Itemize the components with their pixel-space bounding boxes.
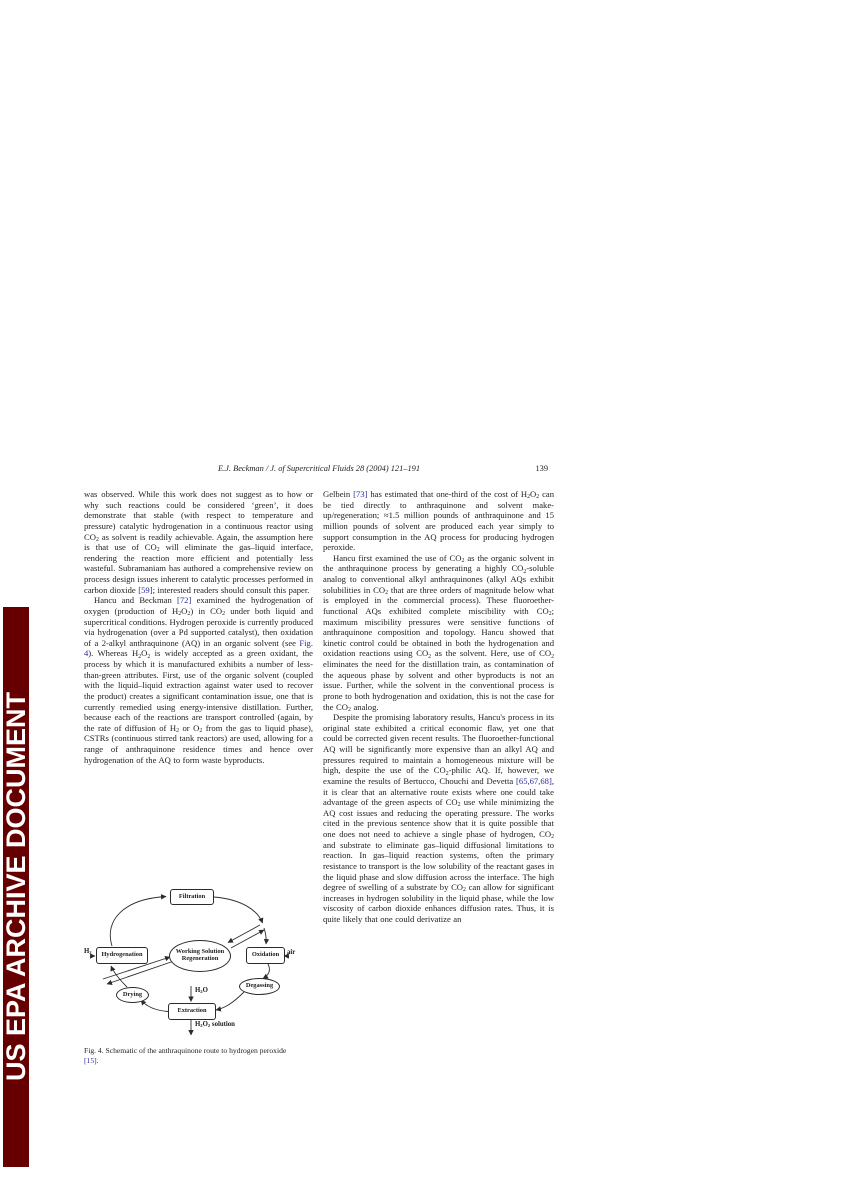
text-run: eliminates the need for the distillation train, as contamination of the aqueous phase by solvent and other byproducts is not an issue. Further, while the solvent in the conventional process is prone to both hydrogenation and oxidation, this is not the case for the CO [323, 659, 554, 712]
text-run: that are three orders of magnitude below what is employed in the commercial process). These fluoroether-functional AQs exhibited complete miscibility with CO [323, 584, 554, 616]
subscript: 2 [385, 589, 388, 596]
node-degassing: Degassing [239, 978, 280, 995]
subscript: 2 [548, 611, 552, 618]
subscript: 2 [536, 494, 540, 501]
subscript: 2 [138, 653, 142, 660]
left-column [84, 489, 313, 765]
paragraph [84, 595, 313, 765]
citation-link[interactable]: [59] [138, 584, 153, 595]
citation-link[interactable]: [73] [353, 489, 368, 499]
subscript: 2 [445, 770, 449, 777]
subscript: 2 [200, 989, 203, 995]
subscript: 2 [523, 568, 527, 575]
subscript: 2 [95, 536, 99, 543]
text-run: O [141, 648, 148, 659]
text-run: ; interested readers should consult this paper. [152, 584, 310, 595]
text-run: analog. [350, 701, 379, 712]
text-run: O [202, 1021, 208, 1028]
text-run: solution [210, 1021, 235, 1028]
text-run: use while minimizing the AQ cost issues and reducing the operating pressure. The works cited in the previous sentence show that it is quite possible that one does not need to achieve a single phase of hydrogen, CO [323, 797, 554, 839]
subscript: 2 [551, 834, 554, 841]
subscript: 2 [207, 1023, 211, 1029]
epa-archive-banner [0, 607, 31, 1167]
citation-link[interactable]: [65,67,68] [516, 775, 552, 786]
subscript: 2 [463, 887, 466, 894]
subscript: 2 [348, 706, 351, 713]
subscript: 2 [222, 611, 226, 618]
label-h2o2-solution-output [195, 1021, 235, 1028]
text-run: ; maximum miscibility pressures were sensitive functions of anthraquinone composition and topology. Hancu showed that kinetic control could be obtained in both the hydrogenation and oxidation reactions using CO [323, 605, 554, 659]
figure-4 [84, 882, 316, 1042]
text-run: ). Whereas H [88, 648, 139, 659]
text-run: Hancu and Beckman [94, 595, 178, 606]
text-run: Despite the promising laboratory results, Hancu's process in its original state exhibited a critical economic flaw, yet one that could be corrected given recent results. The fluoroether-functional AQ will be significantly more expensive than an alkyl AQ and pressures required to maintain a homogeneous mixture will be high, despite the use of the CO [323, 712, 554, 776]
text-run: as the organic solvent in the anthraquinone process by generating a highly CO [323, 552, 554, 574]
text-run: . [96, 1056, 99, 1066]
text-run: Gelbein [323, 489, 354, 499]
text-run: was observed. While this work does not suggest as to how or why such reactions could be considered ‘green’, it does demonstrate that stable (with respect to temperature and pressure) catalytic hydrogenation in a continuous reactor using CO [84, 489, 313, 542]
text-run: Hancu first examined the use of CO [333, 552, 462, 563]
node-drying: Drying [116, 987, 149, 1003]
text-run: and substrate to eliminate gas–liquid diffusional limitations to reaction. In gas–liquid reaction systems, often the primary resistance to transport is the low solubility of the reactant gases in the liquid phase and slow diffusion across the interface. The high degree of swelling of a substrate by CO [323, 839, 554, 893]
figure-4-caption [84, 1046, 322, 1067]
text-run: can allow for significant increases in hydrogen solubility in the liquid phase, while the low viscosity of carbon dioxide enhances diffusion rates. Thus, it is quite likely that one could derivatize an [323, 882, 554, 924]
subscript: 2 [199, 728, 203, 735]
subscript: 2 [200, 1023, 203, 1029]
paragraph [323, 553, 554, 712]
node-working-solution-regeneration [169, 940, 231, 972]
subscript: 2 [187, 611, 191, 618]
paragraph [84, 489, 313, 595]
text-run: will eliminate the gas–liquid interface, rendering the reaction more efficient and potentially less wasteful. Subramaniam has authored a comprehensive review on process design issues inherent to catalytic processes performed in carbon dioxide [84, 542, 313, 595]
text-run: O [530, 489, 537, 499]
label-h2o-input [195, 987, 208, 994]
node-extraction: Extraction [168, 1003, 216, 1020]
text-run: has estimated that one-third of the cost of H [367, 489, 528, 499]
text-run: Fig. 4. Schematic of the anthraquinone route to hydrogen peroxide [84, 1046, 287, 1055]
text-run: as solvent is readily achievable. Again, the assumption here is that use of CO [84, 531, 313, 553]
journal-citation: E.J. Beckman / J. of Supercritical Fluids 28 (2004) 121–191 [217, 464, 421, 473]
subscript: 2 [428, 653, 432, 660]
text-run: O [181, 605, 188, 616]
label-h2-input [84, 948, 92, 955]
text-run: H [84, 948, 90, 955]
subscript: 2 [457, 802, 461, 809]
citation-link[interactable]: Fig. 4 [84, 637, 313, 659]
node-oxidation: Oxidation [246, 947, 285, 964]
working-solution-label: Working Solution Regeneration [175, 948, 225, 962]
paragraph [323, 489, 554, 553]
text-run: under both liquid and supercritical conditions. Hydrogen peroxide is currently produced via hydrogenation (over a Pd supported catalyst), then oxidation of a 2-alkyl anthraquinone (AQ) in an organic solvent (see [84, 605, 313, 648]
text-run: O [202, 987, 208, 994]
node-filtration: Filtration [170, 889, 214, 905]
text-run: can be tied directly to anthraquinone and solvent make-up/regeneration; ≈1.5 million pounds of anthraquinone and 15 million pounds of solvent are produced each year simply to support consumption in the AQ process for producing hydrogen peroxide. [323, 489, 554, 553]
text-run: -philic AQ. If, however, we examine the results of Bertucco, Chouchi and Devetta [323, 765, 555, 786]
running-head [84, 464, 554, 473]
paragraph [323, 712, 554, 925]
subscript: 2 [89, 950, 92, 956]
label-air-input: air [287, 949, 296, 956]
text-run: H [195, 1021, 201, 1028]
text-run: H [195, 987, 201, 994]
text-run: -soluble analog to conventional alkyl anthraquinones (alkyl AQs exhibit solubilities in CO [323, 563, 554, 595]
text-run: as the solvent. Here, use of CO [431, 648, 552, 659]
text-run: or O [179, 722, 200, 733]
citation-link[interactable]: [15] [84, 1056, 97, 1066]
subscript: 2 [527, 494, 531, 501]
subscript: 2 [551, 653, 554, 660]
subscript: 2 [461, 558, 465, 565]
text-run: , it is clear that an alternative route exists where one could take advantage of the green aspects of CO [323, 775, 554, 808]
subscript: 2 [178, 611, 182, 618]
subscript: 2 [176, 728, 180, 735]
citation-link[interactable]: [72] [177, 595, 192, 606]
text-run: from the gas to liquid phase), CSTRs (continuous stirred tank reactors) are used, allowing for a range of anthraquinone residence times and hence over hydrogenation of the AQ to form waste byproducts. [84, 722, 313, 765]
text-run: ) in CO [190, 605, 223, 616]
text-run: examined the hydrogenation of oxygen (production of H [84, 595, 314, 616]
text-run: is widely accepted as a green oxidant, the process by which it is manufactured exhibits a number of less-than-green attributes. First, use of the organic solvent (coupled with the liquid–liquid extraction against water used to recover the product) creates a significant contamination issue, one that is currently remedied using energy-intensive distillation. Further, because each of the reactions are transport controlled (again, by the rate of diffusion of H [84, 648, 313, 733]
page-number: 139 [535, 464, 548, 473]
epa-archive-banner-text: US EPA ARCHIVE DOCUMENT [0, 692, 31, 1082]
node-hydrogenation: Hydrogenation [96, 947, 148, 964]
subscript: 2 [156, 547, 160, 554]
subscript: 2 [147, 653, 151, 660]
right-column [323, 489, 554, 925]
